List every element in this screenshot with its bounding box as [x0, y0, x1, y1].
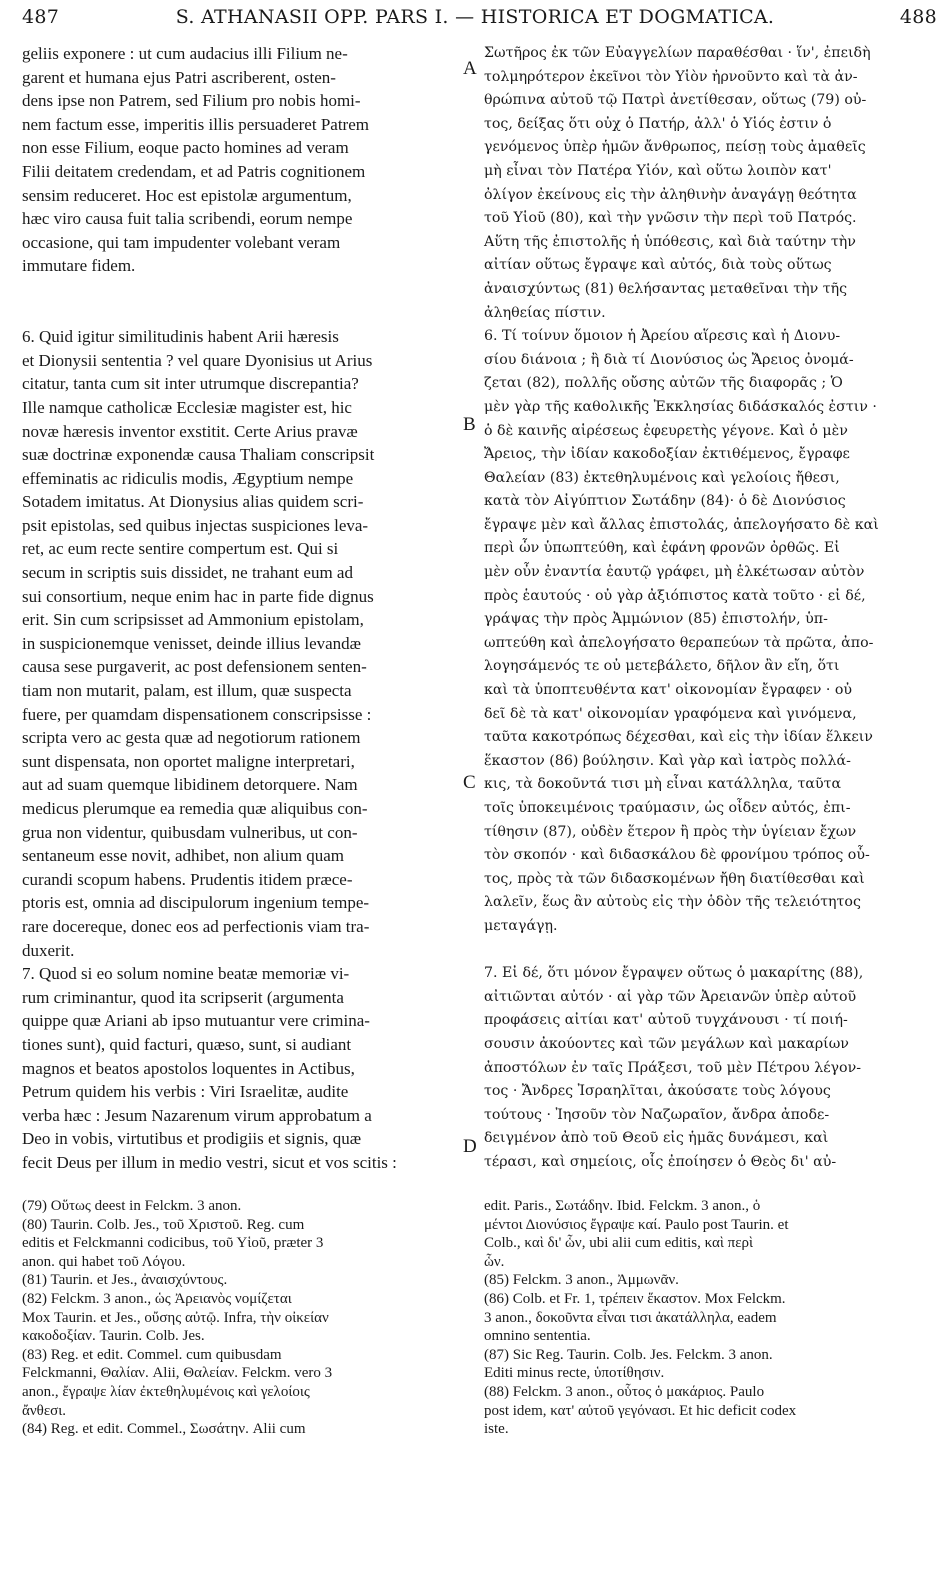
footnote-line: anon. qui habet τοῦ Λόγου.	[22, 1253, 186, 1270]
greek-text-line: περὶ ὧν ὑπωπτεύθη, καὶ ἐφάνη φρονῶν ὀρθῶς. Εἰ	[484, 540, 840, 557]
latin-text-line: Filii deitatem credendam, et ad Patris cognitionem	[22, 161, 366, 181]
footnote-line: (84) Reg. et edit. Commel., Σωσάτην. Alii cum	[22, 1421, 306, 1438]
latin-text-line: sensim reduceret. Hoc est epistolæ argumentum,	[22, 185, 352, 205]
footnote-line: (88) Felckm. 3 anon., οὗτος ὁ μακάριος. Paulo	[484, 1383, 765, 1400]
greek-text-line: μὴ εἶναι τὸν Πατέρα Υἱόν, καὶ οὕτω λοιπὸν κατ'	[484, 162, 832, 179]
footnote-line: Felckmanni, Θαλίαν. Alii, Θαλείαν. Felckm. vero 3	[22, 1365, 333, 1382]
page-number-left: 487	[22, 6, 60, 28]
latin-text-line: duxerit.	[22, 940, 75, 960]
greek-text-line: δειγμένον ἀπὸ τοῦ Θεοῦ εἰς ἡμᾶς δυνάμεσι, καὶ	[484, 1130, 829, 1147]
footnote-line: (79) Οὕτως deest in Felckm. 3 anon.	[22, 1198, 242, 1214]
section-marker-d: D	[463, 1136, 477, 1157]
footnote-line: (80) Taurin. Colb. Jes., τοῦ Χριστοῦ. Reg. cum	[22, 1216, 305, 1233]
footnote-line: (82) Felckm. 3 anon., ὡς Ἀρειανὸς νομίζεται	[22, 1290, 292, 1307]
latin-text-line: Deo in vobis, virtutibus et prodigiis et signis, quæ	[22, 1129, 362, 1149]
greek-text-line: τος, δείξας ὅτι οὐχ ὁ Πατήρ, ἀλλ' ὁ Υἱός ἐστιν ὁ	[484, 115, 832, 132]
latin-text-line: curandi scopum habens. Prudentis itidem præce-	[22, 869, 353, 889]
footnotes-left	[22, 1197, 462, 1439]
greek-text-line: ταῦτα κακοτρόπως δέχεσθαι, καὶ εἰς τὴν ἰδίαν ἕλκειν	[484, 729, 873, 746]
footnote-line: post idem, κατ' αὐτοῦ γεγόνασι. Et hic deficit codex	[484, 1402, 797, 1419]
footnote-line: Editi minus recte, ὑποτίθησιν.	[484, 1365, 665, 1382]
greek-text-line: μεταγάγῃ.	[484, 917, 558, 934]
latin-text-line: 7. Quod si eo solum nomine beatæ memoriæ vi-	[22, 964, 350, 984]
greek-text-line: αἰτίαν οὕτως ἔγραψε καὶ αὐτός, διὰ τοὺς οὕτως	[484, 257, 832, 274]
greek-text-line: καὶ τὰ ὑποπτευθέντα κατ' οἰκονομίαν ἔγραφεν · οὐ	[484, 682, 853, 699]
latin-text-line: novæ hæresis inventor exstitit. Certe Arius pravæ	[22, 421, 358, 441]
greek-text-line: αἰτιῶνται αὐτόν · αἱ γὰρ τῶν Ἀρειανῶν ὑπὲρ αὐτοῦ	[484, 988, 857, 1005]
greek-text-line: Ἄρειος, τὴν ἰδίαν κακοδοξίαν ἐκτιθέμενος, ἔγραφε	[484, 446, 850, 463]
greek-text-line: τοῦ Υἱοῦ (80), καὶ τὴν γνῶσιν τὴν περὶ τοῦ Πατρός.	[484, 210, 857, 227]
footnote-line: omnino sententia.	[484, 1328, 591, 1345]
latin-text-line: citatur, tanta cum sit inter utrumque discrepantia?	[22, 374, 359, 394]
latin-column	[22, 42, 462, 1175]
latin-text-line: 6. Quid igitur similitudinis habent Arii hæresis	[22, 327, 339, 347]
greek-text-line: κατὰ τὸν Αἰγύπτιον Σωτάδην (84)· ὁ δὲ Διονύσιος	[484, 493, 846, 510]
latin-text-line: et Dionysii sententia ? vel quare Dyonisius ut Arius	[22, 350, 373, 370]
latin-text-line: garent et humana ejus Patri ascriberent, osten-	[22, 67, 336, 87]
footnote-line: ἄνθεσι.	[22, 1402, 66, 1419]
greek-text-line: κις, τὰ δοκοῦντά τισι μὴ εἶναι κατάλληλα, ταῦτα	[484, 776, 842, 793]
greek-text-line: μὲν γὰρ τῆς καθολικῆς Ἐκκλησίας διδάσκαλός ἐστιν ·	[484, 398, 877, 415]
latin-text-line: tiam non mutarit, palam, est illum, quæ suspecta	[22, 681, 352, 701]
greek-text-line: ἔγραψε μὲν καὶ ἄλλας ἐπιστολάς, ἀπελογήσατο δὲ καὶ	[484, 516, 879, 533]
footnote-line: (81) Taurin. et Jes., ἀναισχύντους.	[22, 1272, 228, 1289]
greek-text-line: γενόμενος ὑπὲρ ἡμῶν ἄνθρωπος, πείσῃ τοὺς ἀμαθεῖς	[484, 139, 866, 156]
latin-text-line: fuere, per quamdam dispensationem conscripsisse :	[22, 704, 372, 724]
latin-text-line: rare docereque, donec eos ad perfectionis viam tra-	[22, 916, 370, 936]
latin-text-line: fecit Deus per illum in medio vestri, sicut et vos scitis :	[22, 1152, 397, 1172]
greek-text-line: ἀποστόλων ἐν ταῖς Πράξεσι, τοῦ μὲν Πέτρου λέγον-	[484, 1059, 862, 1076]
footnote-line: (83) Reg. et edit. Commel. cum quibusdam	[22, 1346, 282, 1363]
greek-text-line: τος · Ἄνδρες Ἰσραηλῖται, ἀκούσατε τοὺς λόγους	[484, 1083, 831, 1100]
greek-text-line: γράψας τὴν πρὸς Ἀμμώνιον (85) ἐπιστολήν, ὑπ-	[484, 611, 828, 628]
footnote-line: (85) Felckm. 3 anon., Ἀμμωνᾶν.	[484, 1272, 679, 1289]
footnote-line: μέντοι Διονύσιος ἔγραψε καί. Paulo post Taurin. et	[484, 1216, 789, 1233]
latin-text-line: grua non videntur, quibusdam vulneribus, ut con-	[22, 822, 358, 842]
footnote-line: edit. Paris., Σωτάδην. Ibid. Felckm. 3 anon., ὁ	[484, 1198, 761, 1214]
greek-text-line: 7. Εἰ δέ, ὅτι μόνον ἔγραψεν οὕτως ὁ μακαρίτης (88),	[484, 965, 864, 982]
greek-text-line: τος, πρὸς τὰ τῶν διδασκομένων ἤθη διατίθεσθαι καὶ	[484, 870, 865, 887]
greek-text-line: Θαλείαν (83) ἐκτεθηλυμένοις καὶ γελοίοις ἤθεσι,	[484, 469, 840, 486]
footnote-line: Colb., καὶ δι' ὧν, ubi alii cum editis, καὶ περὶ	[484, 1235, 754, 1252]
latin-text-line: rum criminantur, quod ita scripserit (argumenta	[22, 987, 344, 1007]
latin-text-line: dens ipse non Patrem, sed Filium pro nobis homi-	[22, 91, 361, 111]
latin-text-line: Petrum quidem his verbis : Viri Israelitæ, audite	[22, 1082, 349, 1102]
latin-text-line: aut ad suam quemque libidinem detorquere. Nam	[22, 775, 358, 795]
page-header	[0, 6, 951, 40]
latin-text-line: secum in scriptis suis dissidet, ne trahant eum ad	[22, 563, 353, 583]
footnote-line: Mox Taurin. et Jes., οὔσης αὐτῷ. Infra, τὴν οἰκείαν	[22, 1309, 329, 1326]
greek-text-line: μὲν οὖν ἐναντία ἑαυτῷ γράφει, μὴ ἑλκέτωσαν αὐτὸν	[484, 564, 865, 581]
latin-text-line: in suspicionemque venisset, deinde illius levandæ	[22, 633, 362, 653]
latin-text-line: suæ doctrinæ exponendæ causa Thaliam conscripsit	[22, 445, 375, 465]
greek-text-line	[484, 939, 936, 963]
latin-text-line: medicus plerumque ea remedia quæ aliquibus con-	[22, 799, 368, 818]
latin-text-line: causa sese purgaverit, ac post defensionem senten-	[22, 657, 367, 677]
greek-text-line: ἕκαστον (86) βούλησιν. Καὶ γὰρ καὶ ἰατρὸς πολλά-	[484, 752, 851, 769]
latin-text-line: geliis exponere : ut cum audacius illi Filium ne-	[22, 44, 348, 63]
latin-text-line	[22, 278, 462, 302]
greek-text-line: θρώπινα αὐτοῦ τῷ Πατρὶ ἀνετίθεσαν, οὕτως (79) οὐ-	[484, 92, 867, 109]
greek-text-line: 6. Τί τοίνυν ὅμοιον ἡ Ἀρείου αἵρεσις καὶ ἡ Διονυ-	[484, 328, 841, 345]
running-title: S. ATHANASII OPP. PARS I. — HISTORICA ET DOGMATICA.	[175, 6, 775, 28]
greek-text-line: τὸν σκοπόν · καὶ διδασκάλου δὲ φρονίμου τρόπος οὗ-	[484, 847, 870, 864]
latin-text-line: nem factum esse, imperitis illis persuaderet Patrem	[22, 114, 369, 134]
latin-text-line: non esse Filium, eoque pacto homines ad veram	[22, 138, 349, 158]
greek-text-line: λογησάμενός τε οὐ μετεβάλετο, δῆλον ἂν εἴη, ὅτι	[484, 658, 840, 675]
greek-text-line: Σωτῆρος ἐκ τῶν Εὐαγγελίων παραθέσθαι · ἵν', ἐπειδὴ	[484, 45, 871, 61]
footnote-line: editis et Felckmanni codicibus, τοῦ Υἱοῦ, præter 3	[22, 1235, 324, 1252]
greek-text-line: τέρασι, καὶ σημείοις, οἷς ἐποίησεν ὁ Θεὸς δι' αὐ-	[484, 1153, 837, 1170]
greek-text-line: τολμηρότερον ἐκεῖνοι τὸν Υἱὸν ἠρνοῦντο καὶ τὰ ἀν-	[484, 68, 858, 85]
latin-text-line: occasione, qui tam impudenter volebant veram	[22, 232, 341, 252]
greek-text-line: ζεται (82), πολλῆς οὔσης αὐτῶν τῆς διαφορᾶς ; Ὁ	[484, 375, 843, 392]
greek-text-line: τίθησιν (87), οὐδὲν ἕτερον ἢ πρὸς τὴν ὑγίειαν ἔχων	[484, 823, 857, 840]
greek-text-line: λαλεῖν, ἕως ἂν αὐτοὺς εἰς τὴν ὁδὸν τῆς τελειότητος	[484, 894, 861, 911]
footnote-line: (87) Sic Reg. Taurin. Colb. Jes. Felckm. 3 anon.	[484, 1346, 773, 1363]
greek-text-line: σίου διάνοια ; ἢ διὰ τί Διονύσιος ὡς Ἄρειος ὀνομά-	[484, 351, 854, 368]
latin-text-line: Ille namque catholicæ Ecclesiæ magister est, hic	[22, 397, 352, 417]
footnote-line: κακοδοξίαν. Taurin. Colb. Jes.	[22, 1328, 205, 1345]
greek-text-line: ἀληθείας πίστιν.	[484, 304, 606, 321]
greek-text-line: προφάσεις αἰτίαι κατ' αὐτοῦ τυγχάνουσι · τί ποιή-	[484, 1012, 848, 1029]
section-marker-b: B	[463, 414, 476, 435]
latin-text-line: tiones sunt), quid facturi, quæso, sunt, si audiant	[22, 1034, 352, 1054]
latin-text-line: erit. Sin cum scripsisset ad Ammonium epistolam,	[22, 610, 364, 630]
latin-text-line: immutare fidem.	[22, 256, 136, 276]
greek-text-line: Αὕτη τῆς ἐπιστολῆς ἡ ὑπόθεσις, καὶ διὰ ταύτην τὴν	[484, 233, 856, 250]
latin-text-line: ret, ac eum recte sentire compertum est. Qui si	[22, 539, 339, 559]
latin-text-line: ptoris est, omnia ad discipulorum ingenium tempe-	[22, 893, 370, 913]
footnote-line: (86) Colb. et Fr. 1, τρέπειν ἕκαστον. Mox Felckm.	[484, 1290, 786, 1307]
greek-text-line: τούτους · Ἰησοῦν τὸν Ναζωραῖον, ἄνδρα ἀποδε-	[484, 1106, 830, 1123]
greek-text-line: δεῖ δὲ τὰ κατ' οἰκονομίαν γραφόμενα καὶ γινόμενα,	[484, 705, 857, 722]
section-marker-a: A	[463, 58, 477, 79]
latin-text-line: sentaneum esse novit, adhibet, non alium quam	[22, 846, 344, 866]
page-number-right: 488	[899, 6, 937, 28]
footnote-line: anon., ἔγραψε λίαν ἐκτεθηλυμένοις καὶ γελοίοις	[22, 1383, 310, 1400]
latin-text-line: sunt dispensata, non oportet maligne interpretari,	[22, 751, 355, 771]
latin-text-line: sui consortium, neque enim hac in parte fide dignus	[22, 586, 374, 606]
footnote-line: 3 anon., δοκοῦντα εἶναι τισι ἀκατάλληλα, eadem	[484, 1309, 777, 1326]
footnote-line: ὧν.	[484, 1253, 505, 1270]
latin-text-line: hæc viro causa fuit talia scribendi, eorum nempe	[22, 209, 353, 229]
greek-text-line: σουσιν ἀκούοντες καὶ τῶν μεγάλων καὶ μακαρίων	[484, 1035, 849, 1052]
latin-text-line: scripta vero ac gesta quæ ad negotiorum rationem	[22, 728, 361, 748]
latin-text-line: magnos et beatos apostolos loquentes in Actibus,	[22, 1058, 355, 1078]
latin-text-line: Sotadem imitatus. At Dionysius alias quidem scri-	[22, 492, 364, 512]
section-marker-c: C	[463, 772, 476, 793]
footnote-line: iste.	[484, 1421, 509, 1438]
greek-text-line: ὀλίγον ἐκείνους εἰς τὴν ἀληθινὴν ἀναγάγῃ θεότητα	[484, 186, 857, 203]
footnotes-right	[484, 1197, 936, 1439]
greek-text-line: ὁ δὲ καινῆς αἱρέσεως ἐφευρετὴς γέγονε. Καὶ ὁ μὲν	[484, 422, 848, 439]
greek-column	[484, 42, 936, 1175]
latin-text-line: verba hæc : Jesum Nazarenum virum approbatum a	[22, 1105, 372, 1125]
greek-text-line: ἀναισχύντως (81) θελήσαντας μεταθεῖναι τὴν τῆς	[484, 280, 848, 297]
greek-text-line: πρὸς ἑαυτούς · οὐ γὰρ ἀξιόπιστος κατὰ τοῦτο · εἰ δέ,	[484, 587, 866, 604]
latin-text-line: psit epistolas, sed quibus injectas suspiciones leva-	[22, 515, 369, 535]
latin-text-line: effeminatis ac ridiculis modis, Ægyptium nempe	[22, 468, 354, 488]
greek-text-line: τοῖς ὑποκειμένοις τραύμασιν, ὡς οἶδεν αὐτός, ἐπι-	[484, 800, 851, 816]
greek-text-line: ωπτεύθη καὶ ἀπελογήσατο θεραπεύων τὰ πρῶτα, ἀπο-	[484, 634, 874, 651]
latin-text-line	[22, 302, 462, 326]
latin-text-line: quippe quæ Ariani ab ipso mutuantur vere crimina-	[22, 1011, 370, 1031]
